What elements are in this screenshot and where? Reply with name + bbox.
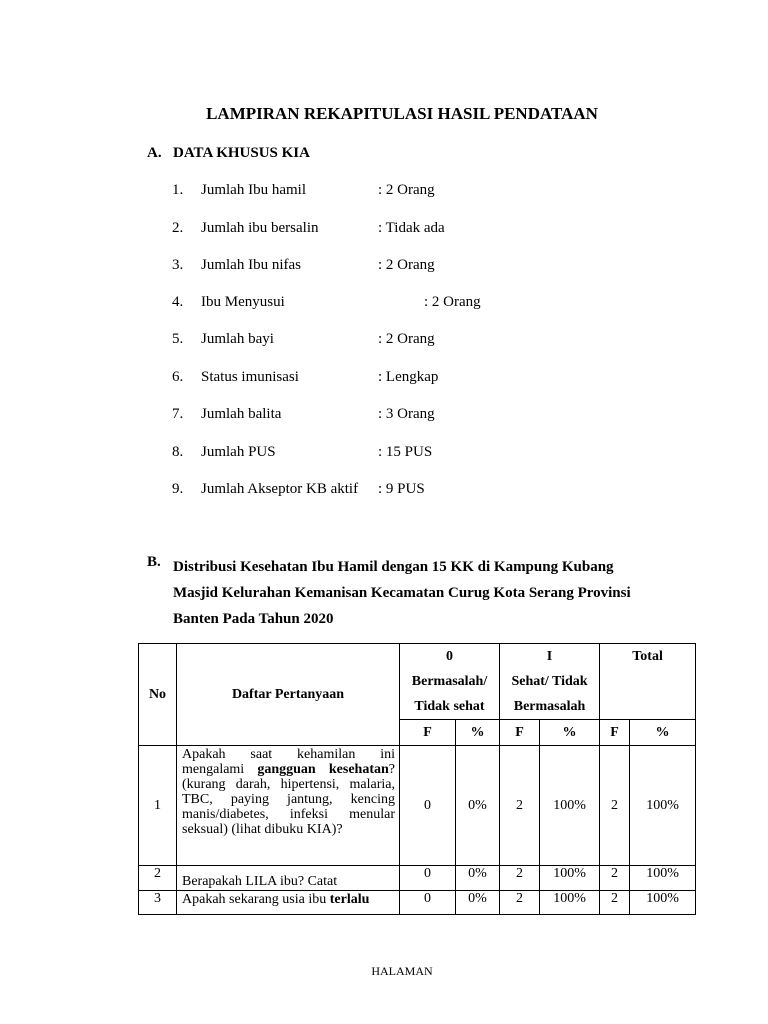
section-b-line: Masjid Kelurahan Kemanisan Kecamatan Curug Kota Serang Provinsi (173, 585, 631, 601)
cell-no: 1 (139, 746, 177, 866)
cell-f1: 2 (500, 891, 540, 915)
item-label: Jumlah PUS (201, 444, 276, 460)
item-value: : Tidak ada (378, 220, 445, 236)
cell-f0: 0 (400, 891, 456, 915)
group-1-label-1: Sehat/ Tidak (511, 674, 588, 689)
item-label: Status imunisasi (201, 369, 299, 385)
table-row (139, 866, 696, 891)
item-number: 7. (172, 406, 184, 422)
item-value: : 2 Orang (424, 294, 481, 310)
section-b-letter: B. (147, 554, 161, 570)
page-footer: HALAMAN (371, 964, 433, 978)
cell-p0: 0% (456, 891, 500, 915)
section-b-line: Banten Pada Tahun 2020 (173, 611, 334, 627)
group-1-label-2: Bermasalah (513, 699, 586, 714)
cell-p0: 0% (456, 746, 500, 866)
cell-pt: 100% (630, 891, 696, 915)
group-0-label-1: Bermasalah/ (411, 674, 488, 689)
item-number: 2. (172, 220, 184, 236)
subheader-percent: % (456, 720, 500, 746)
subheader-percent: % (540, 720, 600, 746)
section-a-title: DATA KHUSUS KIA (173, 145, 310, 161)
item-label: Jumlah balita (201, 406, 282, 422)
item-value: : 2 Orang (378, 331, 435, 347)
section-a-heading (147, 145, 310, 162)
item-value: : Lengkap (378, 369, 439, 385)
section-a-letter: A. (147, 145, 162, 161)
cell-no: 2 (139, 866, 177, 891)
cell-pt: 100% (630, 746, 696, 866)
item-value: : 2 Orang (378, 182, 435, 198)
cell-ft: 2 (600, 866, 630, 891)
group-1-code: I (546, 649, 553, 664)
cell-f0: 0 (400, 746, 456, 866)
item-label: Jumlah Akseptor KB aktif (201, 481, 359, 497)
cell-question: Berapakah LILA ibu? Catat (177, 866, 400, 891)
page-title: LAMPIRAN REKAPITULASI HASIL PENDATAAN (206, 104, 598, 123)
cell-pt: 100% (630, 866, 696, 891)
distribution-table (138, 643, 696, 915)
cell-question: Apakah saat kehamilan ini mengalami gangguan kesehatan? (kurang darah, hipertensi, malaria, TBC, paying jantung, kencing manis/diabetes, infeksi menular seksual) (lihat dibuku KIA)? (177, 746, 400, 866)
item-number: 9. (172, 481, 184, 497)
item-number: 5. (172, 331, 184, 347)
item-number: 8. (172, 444, 184, 460)
section-b-title (173, 554, 673, 632)
cell-p0: 0% (456, 866, 500, 891)
subheader-f: F (400, 720, 456, 746)
cell-ft: 2 (600, 746, 630, 866)
item-label: Jumlah bayi (201, 331, 274, 347)
group-0-code: 0 (446, 649, 453, 664)
group-0-label-2: Tidak sehat (414, 699, 485, 714)
header-group-0 (400, 644, 500, 720)
item-label: Ibu Menyusui (201, 294, 285, 310)
item-label: Jumlah Ibu hamil (201, 182, 306, 198)
cell-f1: 2 (500, 866, 540, 891)
table-row (139, 746, 696, 866)
header-question: Daftar Pertanyaan (177, 644, 400, 746)
item-label: Jumlah ibu bersalin (201, 220, 319, 236)
cell-p1: 100% (540, 746, 600, 866)
cell-f0: 0 (400, 866, 456, 891)
header-total (600, 644, 696, 720)
cell-p1: 100% (540, 891, 600, 915)
cell-f1: 2 (500, 746, 540, 866)
item-number: 4. (172, 294, 184, 310)
item-number: 6. (172, 369, 184, 385)
table-row (139, 891, 696, 915)
total-label: Total (632, 649, 663, 664)
item-number: 1. (172, 182, 184, 198)
cell-question: Apakah sekarang usia ibu terlalu (177, 891, 400, 915)
subheader-f: F (500, 720, 540, 746)
header-group-1 (500, 644, 600, 720)
item-value: : 2 Orang (378, 257, 435, 273)
section-b-line: Distribusi Kesehatan Ibu Hamil dengan 15 KK di Kampung Kubang (173, 559, 614, 575)
item-value: : 9 PUS (378, 481, 425, 497)
item-value: : 15 PUS (378, 444, 433, 460)
subheader-percent: % (630, 720, 696, 746)
item-number: 3. (172, 257, 184, 273)
cell-p1: 100% (540, 866, 600, 891)
cell-no: 3 (139, 891, 177, 915)
subheader-f: F (600, 720, 630, 746)
header-no: No (139, 644, 177, 746)
item-label: Jumlah Ibu nifas (201, 257, 301, 273)
item-value: : 3 Orang (378, 406, 435, 422)
cell-ft: 2 (600, 891, 630, 915)
